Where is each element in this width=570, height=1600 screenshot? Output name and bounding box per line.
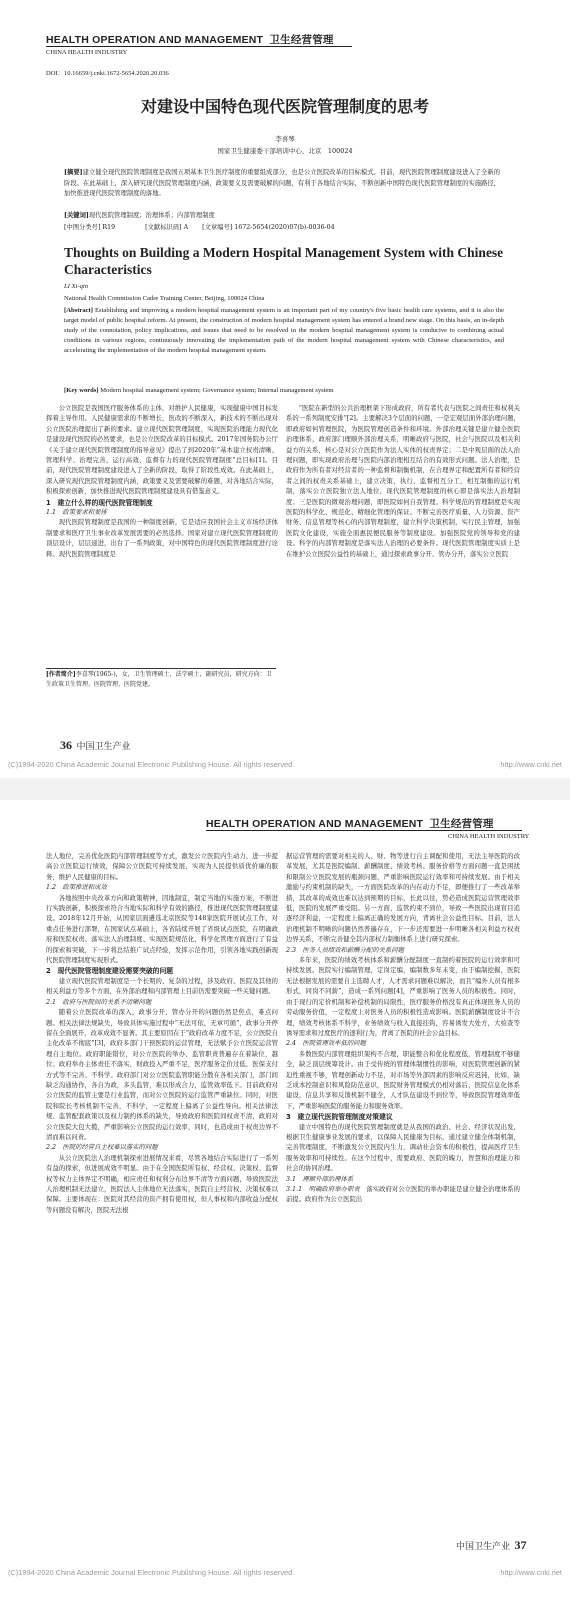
abstract-cn: [64, 168, 500, 200]
article-number: [文章编号] 1672-5654(2020)07(b)-0036-04: [202, 224, 335, 231]
doi: DOI：10.16659/j.cnki.1672-5654.2020.20.036: [46, 70, 169, 77]
running-header: HEALTH OPERATION AND MANAGEMENT 卫生经营管理: [206, 818, 494, 830]
running-header: HEALTH OPERATION AND MANAGEMENT 卫生经营管理: [46, 34, 334, 46]
section-heading: 1 建立什么样的现代医院管理制度: [46, 498, 153, 507]
body-paragraph: 各地按照中央改革方向和政策精神，因地制宜，制定当地的实施方案，不断进行实践创新，积极探索符合当地实际和科学有效的路径，推进现代医院管理制度建设。2018年12月开始，从国家层面遴选北京医院等148家医院开展试点工作，对重点任务进行部署，在国家试点基础上，各省陆续开展了省级试点医院，在明确政府和医院权责、落实法人治理制度、实现医院规范化、科学化管理方面进行了有益的探索和突破，下一步将总结推广试点经验，发挥示范作用，引领各地实践创新现代医院管理制度实现形式。: [46, 894, 278, 965]
keywords-en: [64, 386, 504, 396]
keywords-cn: [64, 211, 500, 222]
body-paragraph: 建立中国特色的现代医院管理制度就是从我国的政治、社会、经济状况出发，根据卫生健康事业发展的要求，以保障人民健康为目标，通过建立健全体制机制，完善管理制度，不断激发公立医院内生力，调动社会资本的积极性，提高医疗卫生服务效率和可持续性。在这个过程中，需要政府、医院的魄力，智慧和治理能力和社会的协同治理。: [286, 1123, 520, 1173]
doc-code: [文献标识码] A: [145, 224, 189, 231]
footnote-text: 李喜琴(1965-)，女，卫生管理硕士，法学硕士，副研究员，研究方向：卫生政策卫生管理、医院管理、医院党建。: [46, 671, 272, 688]
subsection-text: 落实政府对公立医院的举办职能是建立健全治理体系的前提。政府作为公立医院出: [286, 1186, 520, 1204]
article-title-cn: 对建设中国特色现代医院管理制度的思考: [140, 97, 429, 116]
subsection-3-1-1: [286, 1185, 520, 1206]
affiliation-cn: 国家卫生健康委干部培训中心，北京 100024: [217, 147, 353, 155]
copyright-watermark: (C)1994-2020 China Academic Journal Electronic Publishing House. All rights reserved. http://www.cnki.net: [8, 760, 562, 769]
abstract-en-label: [Abstract]: [64, 307, 93, 314]
subsection-heading: 1.1 政策要求和要排: [46, 509, 107, 517]
body-column-left: [46, 852, 278, 1566]
affiliation-en: National Health Commission Cadre Training Center, Beijing, 100024 China: [64, 295, 265, 302]
page-37: [0, 800, 570, 1600]
body-paragraph: 公立医院是我国医疗服务体系的主体，对维护人民健康，实现健康中国目标发挥着主导作用。人民健康需求的不断增长，医改的不断深入，新技术的不断出现对公立医院治理提出了新的要求。建立现代医院管理制度，实现医院治理能力现代化是建设现代医院的必然要求，也是公立医院改革的目标模式。2017年国务院办公厅《关于建立现代医院管理制度的指导意见》提出了到2020年“基本建立权责清晰、管理科学、治理完善、运行高效、监督有力的现代医院管理制度”总目标[1]。目前，现代医院管理制度建设进入了全新的阶段，取得了阶段性成效。在此基础上，深入研究现代医院管理制度内涵，政策要义及需要破解的难题，对各地结合实际，积极探索创新，加快推进现代医院管理制度建设具有借鉴意义。: [46, 405, 278, 496]
header-rule: [46, 46, 352, 47]
abstract-text: 建立健全现代医院管理制度是我国五项基本卫生医疗制度的重要组成部分，也是公立医院改革的目标模式。目前，现代医院管理制度建设进入了全新的阶段。在此基础上，深入研究现代医院管理制度内涵，政策要义及需要破解的问题，有利于各地结合实际，不断创新中国特色现代医院管理制度的实施路径，加快推进现代医院管理制度的落地。: [64, 169, 500, 198]
page-number: 中国卫生产业 37: [456, 1538, 527, 1552]
body-paragraph: 法人地位，完善优化医院内部管理制度等方式，激发公立医院内生动力，进一步提高公立医院运行绩效，保障公立医院可持续发展，实现为人民提供质优价廉的服务，维护人民健康的目标。: [46, 853, 278, 881]
right-body: [286, 852, 520, 1185]
author-footnote: [46, 668, 276, 690]
keywords-en-text: Modern hospital management system; Governance system; Internal management system: [100, 387, 334, 394]
author-en: LI Xi-qin: [64, 283, 88, 290]
body-column-left: [46, 404, 278, 666]
section-heading: 3 建立现代医院管理制度对策建议: [286, 1113, 393, 1122]
body-column-right: [286, 852, 520, 1566]
body-paragraph: 随着公立医院改革的深入，政事分开、管办分开的问题仍然是焦点，难点问题。相关法律法规缺失，导致具体实施过程中“无法可依，无章可循”，政事分开停留在全面展开，改革成效不显著。其主要原因在于“政府改革力度不足，公立医院自主化改革不彻底”[3]，政府多部门干预医院的运营管理，无法赋予公立医院运营管理自主地位。政府职能错位，对公立医院的举办、监管职责普遍存在着缺位，越位；政府举办主体责任不落实，财政投入严重不足，医疗服务定价过低，医保支付方式等不完善、不科学。政府部门对公立医院监管职能分散在各相关部门，部门间缺乏沟通协作，各自为政，多头监管，难以形成合力，监管效率低下。目前政府对公立医院的监管主要是行业监管，而对公立医院的运行监管严重缺位。同时，对医院和院长考核机制不完善，不科学，一定程度上偏离了公益性导向。相关法律法规、监管配套政策以及权力制约体系的缺失，导致政府和医院间权责不清，政府对公立医院大包大揽，严重影响公立医院的运行效率，同时，也造成由于权责边界不清而难以问责。: [46, 1009, 278, 1141]
subsection-heading: 2.4 医院管理效率低的问题: [286, 1040, 366, 1048]
page-36: [0, 0, 570, 778]
body-column-right: [286, 404, 520, 706]
article-title-en: Thoughts on Building a Modern Hospital Management System with Chinese Characteristics: [64, 245, 504, 277]
copyright-watermark: (C)1994-2020 China Academic Journal Electronic Publishing House. All rights reserved. http://www.cnki.net: [8, 1568, 562, 1577]
journal-name: CHINA HEALTH INDUSTRY: [448, 833, 530, 840]
subsection-heading: 2.1 政府与医院间的关系不清晰问题: [46, 998, 152, 1006]
body-paragraph: 从公立医院法人治理机制探索进展情况来看，尽管各地结合实际进行了一系列有益的探索，但进展成效不明显。由于在全国医院所有权、经营权、决策权、监督权等权力主体界定不明确，相应责任和权利分布边界不清等方面问题，导致医院法人治理机制无法建立，医院法人主体地位无法落实，医院自主经营权、决策权难以保障。主要体现在：医院对其经营的资产拥有使用权，但人事权和内部收益分配权等问题没有解决，医院无法根: [46, 1154, 278, 1214]
subsection-heading: 2.2 医院的经营自主权难以落实的问题: [46, 1144, 158, 1152]
header-rule: [206, 830, 522, 831]
body-paragraph: 多数医院内部管理组织架构不合理，职能整合和优化程度低，管理制度不够健全，缺乏顶层统筹设计。由于受传统的管理体制惯性的影响，对医院管理创新的紧迫性重视不够，管理创新动力不足，对市场等外部因素的影响反应迟钝，比如，缺乏成本控制意识和风险防范意识，医院财务管理模式仍相对落后，医院信息化体系建设，信息共享和反馈机制不健全，人才队伍建设不到位等，导致医院管理效率低下，严重影响医院的服务能力和服务效率。: [286, 1050, 520, 1110]
subsection-label: 3.1.1 明确政府举办职责: [286, 1186, 360, 1193]
author-cn: 李喜琴: [275, 135, 295, 143]
body-paragraph: 据运营管理的需要对相关的人、财、物等进行自主调配和使用，无法主导医院的改革发展，尤其是医院编制、薪酬制度、绩效考核、服务价格等方面问题一直是困扰和限制公立医院发展的瓶颈问题，严重影响医院运行效率和可持续发展。由于相关激励与约束机制的缺失，一方面医院改革的内在动力不足，即便推行了一些改革举措，其改革的成效也难以达到预期的目标，长此以往，势必造成医院运营管理效率低，医院的发展严重受阻。另一方面，监管约束不到位，导致一些医院出现盲目追逐经济利益，一定程度上偏离正确的发展方向，背离社会公益性目标。目前，法人治理机制不明晰的问题仍然普遍存在，下一步还需要进一步明晰各相关利益方权责边界关系，不断完善健全其内部权力制衡体系上进行研究探索。: [286, 853, 520, 944]
keywords-label: [关键词]: [64, 212, 89, 219]
header-cn: 卫生经营管理: [429, 818, 494, 830]
abstract-en-text: Establishing and improving a modern hospital management system is an important part of my country's five basic health care systems, and it is also the target model of public hospital reform. At present, the construction of modern hospital management system has entered a brand new stage. On this basis, an in-depth study of the connotation, policy implications, and issues that need to be resolved in the modern hospital management system is conducive to combining actual conditions in various regions, continuously innovating the implementation path of the modern hospital management system with Chinese characteristics, and accelerating the implementation of the modern hospital management system.: [64, 307, 504, 354]
section-heading: 2 现代医院管理制度建设需要突破的问题: [46, 967, 174, 976]
subsection-heading: 1.2 政策推进和成效: [46, 884, 107, 892]
header-cn: 卫生经营管理: [269, 34, 334, 46]
clc-number: [中图分类号] R19: [64, 224, 116, 231]
body-paragraph: “医院在新型的公共治理框架下形成政府，所有者代表与医院之间责任和权利关系的一系列制度安排”[2]。主要解决3个层面的问题，一是宏观层面外部治理问题，即政府如何管理医院，为医院管理创造条件和环境。外部治理关键是建立健全医院治理体系，政府部门理顺外部治理关系，明晰政府与医院，社会与医院以及相关利益方的关系，核心是对公立医院作为法人实体的权责界定；二是中观层面的法人治理问题，即实现政府治理与医院内部治理相互结合的有效形式问题。法人治理，是政府作为所有者对经营者的一种监督和制衡机制，在合理界定和配置所有者和经营者之间的权责关系基础上，建立决策、执行、监督相互分工，相互制衡的运行机制，落实公立医院独立法人地位，现代医院管理制度的核心即是落实法人治理制度；三是医院的微观治理问题，即医院如何自我管理。科学规范的管理制度是实现医院的科学化、规范化、精细化管理的保证。不断完善医疗质量、人力资源、资产财务、信息管理等核心的内部管理制度，建立科学决策机制，实行民主管理，加强医院文化建设，实施全面惠民便民服务等制度建设。加强医院党的领导和党的建设。科学的内部管理制度是落实法人治理的必要条件。现代医院管理制度实质上是在维护公立医院公益性的基础上，通过探索政事分开、管办分开，落实公立医院: [286, 405, 520, 558]
journal-name: CHINA HEALTH INDUSTRY: [46, 49, 128, 56]
abstract-en: [64, 306, 504, 356]
body-paragraph: 建立现代医院管理制度是一个长期的、复杂的过程，涉及政府、医院及其他的相关利益方等多个方面，在外部治理和内部管理上目前仍需要突破一些关键问题。: [46, 977, 278, 996]
footnote-label: [作者简介]: [46, 671, 76, 678]
page-number: 36 中国卫生产业: [60, 738, 131, 752]
body-paragraph: 多年来，医院的绩效考核体系和薪酬分配制度一直制约着医院的运行效率和可持续发展。医院实行编制管理，定岗定编，编制数多年未变，由于编制挖掘，医院无法根据发展的需要自主选聘人才，人才需求问题难以解决，而且“编外人员有根多形式，同岗不同薪”，造成一系列问题[4]，严重影响了医务人员的积极性。同时，由于现行的定价机制和补偿机制的局限性，医疗服务价格没有真正体现医务人员的劳动服务价值，一定程度上对医务人员的积极性造成影响。医院薪酬制度设计不合理，绩效考核体系不科学，业务绩效与收入直接挂钩，容易诱发大处方，大检查等诱导需求和过度医疗的逐利行为，背离了医院的社会公益目标。: [286, 957, 520, 1037]
keywords-en-label: [Key words]: [64, 387, 99, 394]
subsection-heading: 3.1 理顺外部治理体系: [286, 1175, 354, 1183]
subsection-heading: 2.3 医务人员绩效和薪酬分配的关系问题: [286, 946, 404, 954]
body-paragraph: 现代医院管理制度是我国的一种制度创新，它是适应我国社会主义市场经济体制要求和医疗卫生事业改革发展需要的必然选择。国家对建立现代医院管理制度的顶层设计，层层递进，出台了一系列政策，对中国特色的现代医院管理制度进行诠释。现代医院管理制度是: [46, 519, 278, 558]
abstract-label: [摘要]: [64, 169, 83, 176]
classification-line: [64, 223, 500, 234]
keywords-text: 现代医院管理制度；治理体系；内部管理制度: [88, 212, 215, 219]
